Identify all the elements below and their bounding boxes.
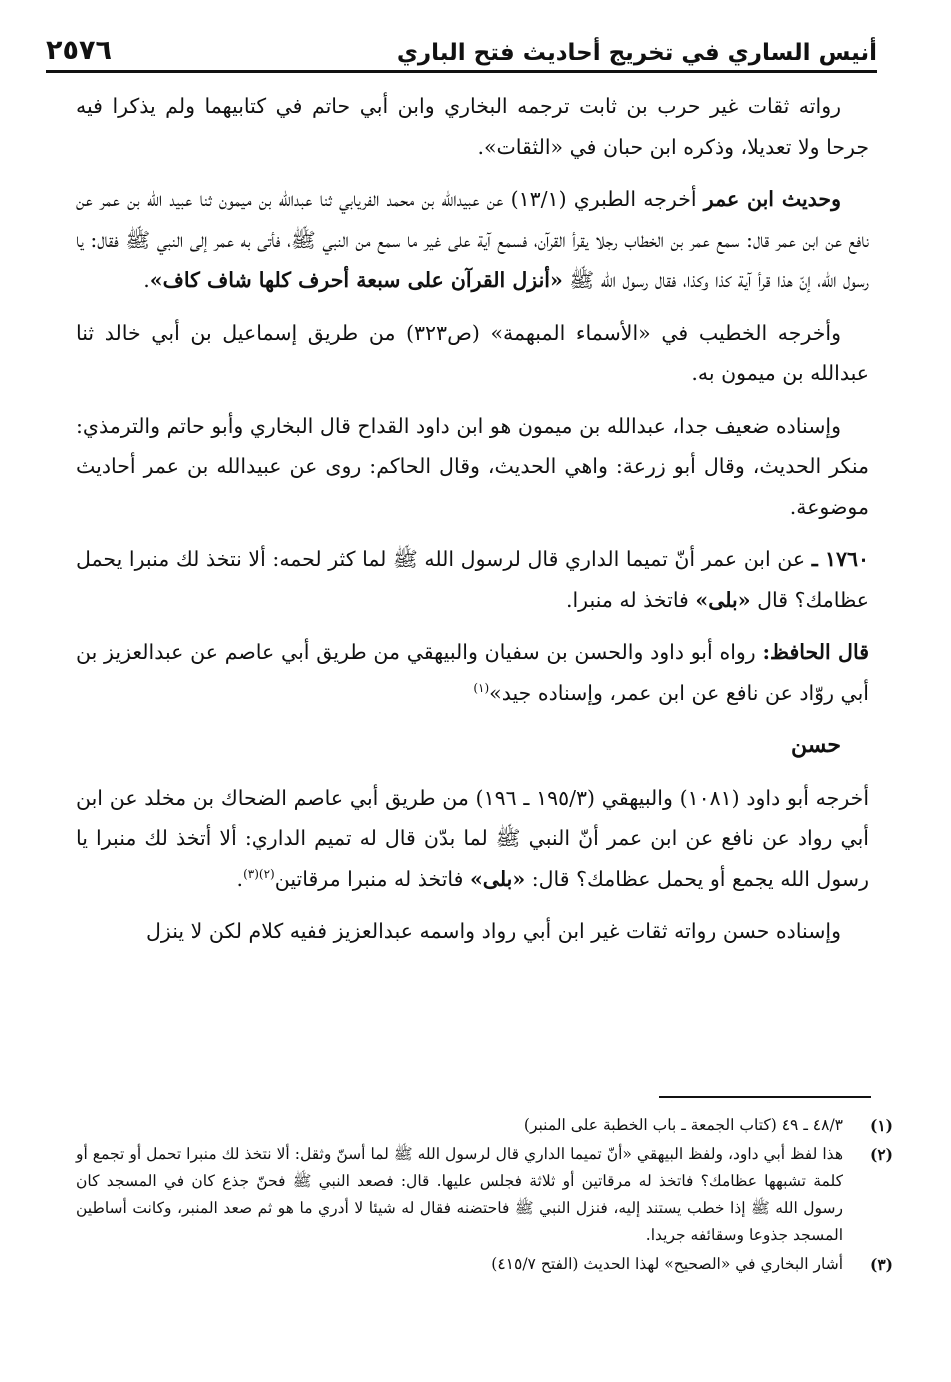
paragraph-isnad-weak: وإسناده ضعيف جدا، عبدالله بن ميمون هو ابن داود القداح قال البخاري وأبو حاتم والترمذي: منكر الحديث، وقال أبو زرعة: واهي الحديث، وقال الحاكم: روى عن عبيدالله بن عمر أحاديث موضوعة.	[76, 413, 869, 519]
footnote-text: ٤٨/٣ ـ ٤٩ (كتاب الجمعة ـ باب الخطبة على المنبر)	[523, 1116, 843, 1134]
main-text	[76, 86, 869, 964]
running-title: أنيس الساري في تخريج أحاديث فتح الباري	[396, 40, 877, 66]
paragraph-isnad-hasan: وإسناده حسن رواته ثقات غير ابن أبي رواد واسمه عبدالعزيز ففيه كلام لكن لا ينزل	[146, 919, 841, 943]
footnote-ref: (١)	[473, 680, 490, 695]
page-header	[46, 30, 877, 73]
footnote-number: (٣)	[869, 1255, 893, 1274]
footnotes	[76, 1112, 893, 1280]
hadith-quote: «بلى»	[469, 866, 526, 891]
paragraph-text: أخرجه أبو داود (١٠٨١) والبيهقي (١٩٥/٣ ـ ١٩٦) من طريق أبي عاصم الضحاك بن مخلد عن ابن أبي رواد عن نافع عن ابن عمر أنّ النبي ﷺ لما بدّن قال له تميم الداري: ألا أتخذ لك منبرا يا رسول الله يجمع أو يحمل عظامك؟ قال:	[76, 785, 870, 891]
footnote	[76, 1112, 893, 1139]
hadith-quote: «أنزل القرآن على سبعة أحرف كلها شاف كاف»	[149, 268, 563, 292]
grade-heading: حسن	[791, 732, 841, 758]
page-number: ٢٥٧٦	[46, 35, 112, 66]
footnote-ref: (٢)(٣)	[243, 866, 275, 881]
hadith-1760	[76, 539, 869, 620]
hafiz-label: قال الحافظ:	[762, 640, 869, 664]
footnote	[76, 1251, 893, 1278]
footnote-separator	[659, 1096, 871, 1098]
paragraph-ibn-umar-hadith	[76, 179, 869, 301]
footnote-text: هذا لفظ أبي داود، ولفظ البيهقي «أنّ تميما الداري قال لرسول الله ﷺ لما أسنّ وثقل: ألا نتخذ لك منبرا تحمل أو تجمع أو كلمة تشبهها عظامك؟ فاتخذ له مرقاتين أو ثلاثة فجلس عليها. قال: فصعد النبي ﷺ فحنّ جذع كان في المسجد كان رسول الله ﷺ إذا خطب يستند إليه، فنزل النبي ﷺ فاحتضنه فقال له شيئا لا أدري ما هو ثم صعد المنبر، وكانت أساطين المسجد جذوعا وسقائفه جريدا.	[76, 1145, 843, 1244]
paragraph-end: .	[143, 268, 150, 292]
hadith-text: عن ابن عمر أنّ تميما الداري قال لرسول الله ﷺ لما كثر لحمه: ألا نتخذ لك منبرا يحمل عظامك؟ قال	[76, 547, 869, 612]
hadith-quote: «بلى»	[695, 587, 751, 612]
hadith-text-end: فاتخذ له منبرا.	[565, 587, 696, 612]
paragraph-khatib: وأخرجه الخطيب في «الأسماء المبهمة» (ص٣٢٣) من طريق إسماعيل بن أبي خالد ثنا عبدالله بن ميمون به.	[76, 320, 869, 385]
paragraph-text: أخرجه الطبري (١٣/١) عن عبيدالله بن محمد الفريابي ثنا عبدالله بن ميمون ثنا عبيد الله بن عمر عن نافع عن ابن عمر قال: سمع عمر بن الخطاب رجلا يقرأ القرآن، فسمع آية على غير ما سمع من النبي ﷺ، فأتى به عمر إلى النبي ﷺ فقال: يا رسول الله، إنّ هذا قرأ آية كذا وكذا، فقال رسول الله ﷺ	[76, 187, 869, 292]
paragraph-narrators: رواته ثقات غير حرب بن ثابت ترجمه البخاري وابن أبي حاتم في كتابيهما ولم يذكرا فيه جرحا ولا تعديلا، وذكره ابن حبان في «الثقات».	[76, 94, 869, 159]
paragraph-end: .	[236, 866, 244, 891]
hadith-number: ١٧٦٠ ـ	[811, 547, 869, 571]
paragraph-hafiz	[76, 632, 869, 713]
hafiz-text: رواه أبو داود والحسن بن سفيان والبيهقي من طريق أبي عاصم عن عبدالعزيز بن أبي روّاد عن نافع عن ابن عمر، وإسناده جيد»	[76, 640, 869, 705]
paragraph-takhrij	[76, 778, 869, 900]
paragraph-text-cont: فاتخذ له منبرا مرقاتين	[274, 866, 470, 891]
footnote	[76, 1141, 893, 1249]
footnote-number: (١)	[869, 1116, 893, 1135]
lead-phrase: وحديث ابن عمر	[703, 187, 841, 211]
footnote-number: (٢)	[869, 1145, 893, 1164]
footnote-text: أشار البخاري في «الصحيح» لهذا الحديث (الفتح ٤١٥/٧)	[491, 1255, 843, 1273]
